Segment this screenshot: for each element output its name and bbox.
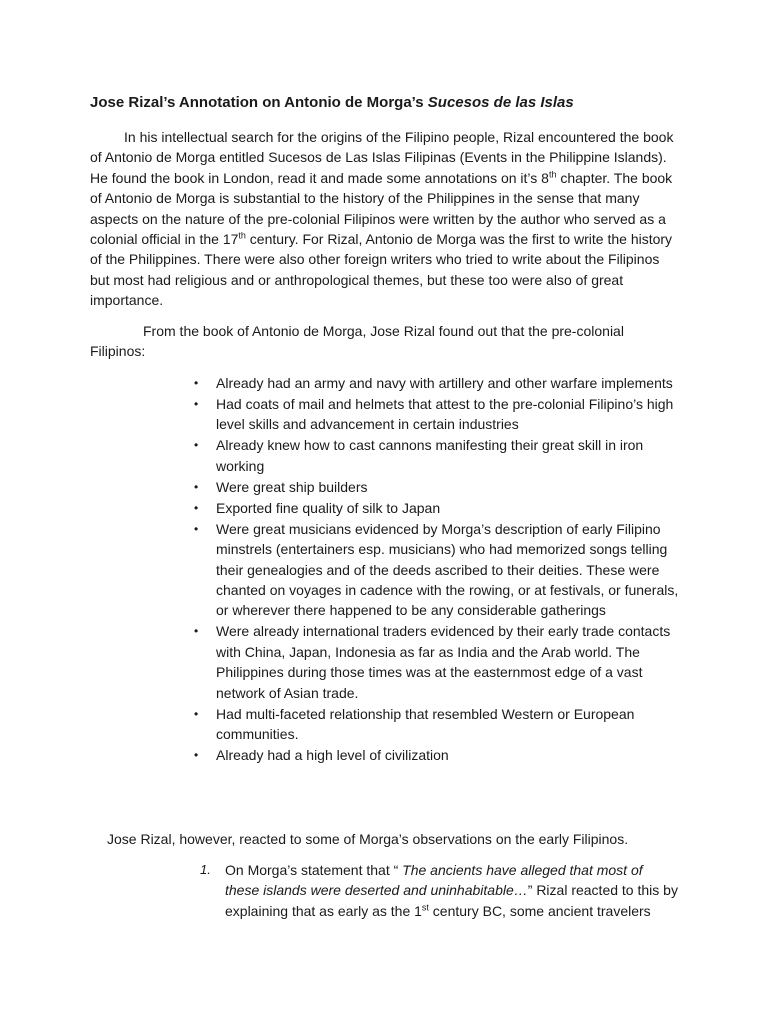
- bullet-item: [194, 621, 680, 703]
- numbered-item-text: ” Rizal reacted to this by explaining that as early as the 1: [225, 882, 678, 919]
- reaction-lead-paragraph: Jose Rizal, however, reacted to some of Morga’s observations on the early Filipinos.: [107, 831, 629, 847]
- ordinal-superscript: th: [238, 230, 246, 241]
- numbered-item: [200, 860, 680, 921]
- title-plain: Jose Rizal’s Annotation on Antonio de Morga’s: [90, 94, 428, 111]
- numbered-item-rest: century BC, some ancient travelers: [428, 902, 651, 919]
- bullet-text: Were already international traders evidenced by their early trade contacts with China, Japan, Indonesia as far as India and the Arab world. The Philippines during those times was at the easternmost edge of a vast network of Asian trade.: [216, 623, 671, 701]
- ordinal-superscript: st: [421, 902, 429, 913]
- bullet-item: [194, 477, 680, 497]
- findings-bullet-list: [194, 373, 680, 766]
- title-italic: Sucesos de las Islas: [427, 94, 574, 111]
- bullet-text: Already knew how to cast cannons manifesting their great skill in iron working: [216, 437, 644, 474]
- intro-paragraph-part1: In his intellectual search for the origins of the Filipino people, Rizal encountered the book of Antonio de Morga entitled Sucesos de Las Islas Filipinas (Events in the Philippine Islands). He found the book in London, read it and made some annotations on it’s 8: [90, 129, 674, 186]
- bullet-text: Had multi-faceted relationship that resembled Western or European communities.: [216, 705, 635, 743]
- document-title: [90, 92, 690, 114]
- bullet-text: Were great musicians evidenced by Morga’s description of early Filipino minstrels (entertainers esp. musicians) who had memorized songs telling their genealogies and of the deeds ascribed to their deities. These were chanted on voyages in cadence with the rowing, or at festivals, or funerals, or wherever there happened to be any considerable gatherings: [216, 520, 679, 619]
- bullet-icon: •: [194, 438, 199, 453]
- findings-lead-paragraph: From the book of Antonio de Morga, Jose Rizal found out that the pre-colonial Filipinos:: [90, 323, 624, 360]
- bullet-text: Already had an army and navy with artillery and other warfare implements: [216, 375, 673, 391]
- bullet-icon: •: [194, 376, 199, 390]
- intro-paragraph: [90, 127, 682, 311]
- bullet-icon: •: [194, 397, 199, 411]
- intro-paragraph-part2: chapter. The book of Antonio de Morga is substantial to the history of the Philippines in the sense that many aspects on the nature of the pre-colonial Filipinos were written by the author who served as a colonial official in the 17: [90, 169, 673, 248]
- bullet-text: Were great ship builders: [216, 478, 368, 495]
- ordinal-superscript: th: [548, 169, 557, 180]
- bullet-item: [194, 745, 680, 765]
- bullet-icon: •: [194, 521, 199, 536]
- item-number: 1.: [200, 862, 211, 877]
- bullet-icon: •: [194, 706, 199, 721]
- bullet-text: Exported fine quality of silk to Japan: [216, 499, 441, 516]
- bullet-item: [194, 394, 680, 435]
- bullet-icon: •: [194, 479, 199, 494]
- bullet-text: Already had a high level of civilization: [216, 747, 449, 764]
- bullet-item: [194, 704, 680, 745]
- bullet-item: [194, 519, 680, 621]
- morga-quote: The ancients have alleged that most of these islands were deserted and uninhabitable…: [225, 862, 643, 899]
- bullet-text: Had coats of mail and helmets that attest to the pre-colonial Filipino’s high level skills and advancement in certain industries: [216, 396, 674, 433]
- intro-paragraph-part3: century. For Rizal, Antonio de Morga was the first to write the history of the Philippines. There were also other foreign writers who tried to write about the Filipinos but most had religious and or anthropological themes, but these too were also of great importance.: [90, 231, 673, 309]
- bullet-icon: •: [194, 624, 199, 639]
- bullet-icon: •: [194, 500, 199, 515]
- numbered-item-intro: On Morga’s statement that “: [225, 862, 399, 878]
- bullet-item: [194, 435, 680, 476]
- bullet-icon: •: [194, 748, 199, 763]
- reaction-numbered-list: [200, 860, 680, 921]
- bullet-item: [194, 373, 680, 393]
- bullet-item: [194, 498, 680, 518]
